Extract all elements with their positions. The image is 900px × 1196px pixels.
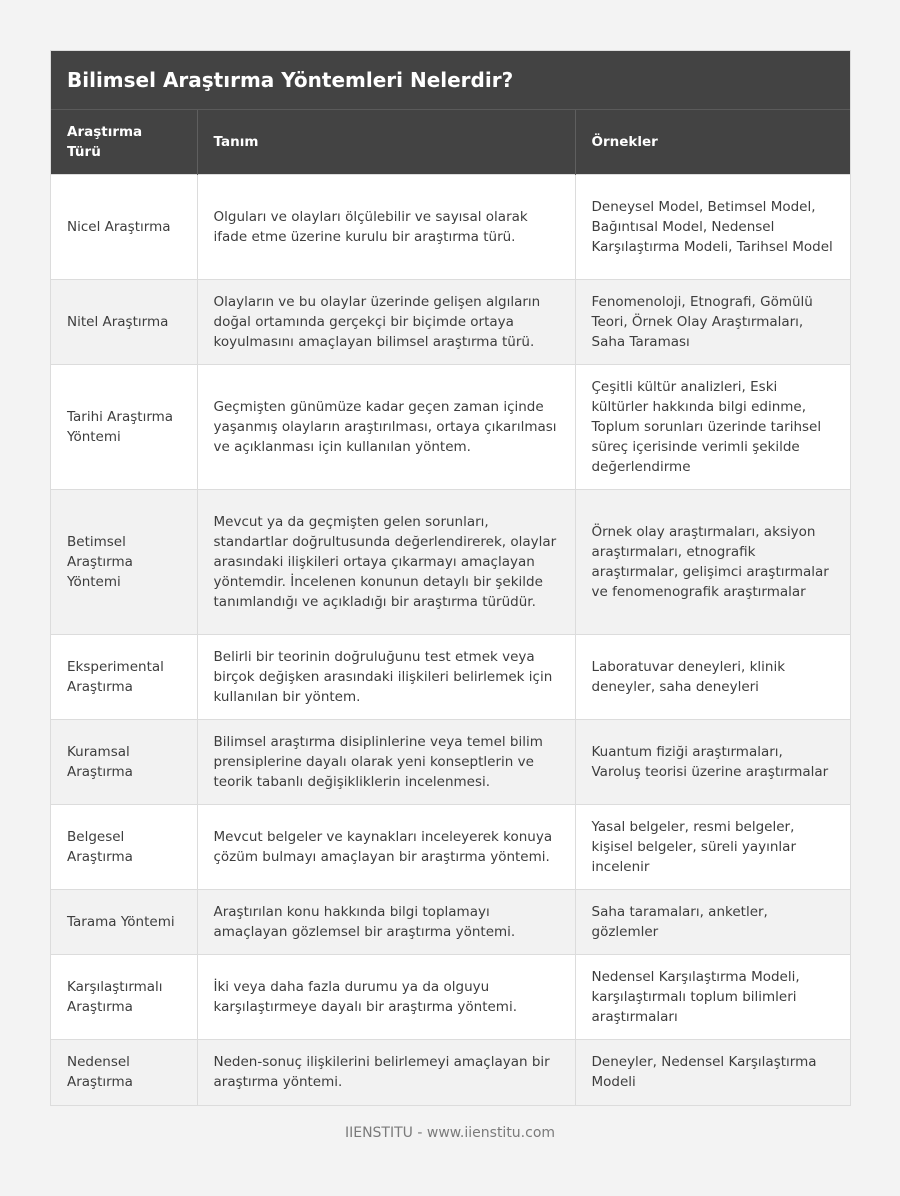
cell-type: Nitel Araştırma xyxy=(51,280,197,365)
methods-table xyxy=(51,110,850,1105)
cell-type: Nedensel Araştırma xyxy=(51,1040,197,1105)
table-row xyxy=(51,635,850,720)
page-title: Bilimsel Araştırma Yöntemleri Nelerdir? xyxy=(51,51,850,110)
cell-definition: Belirli bir teorinin doğruluğunu test etmek veya birçok değişken arasındaki ilişkileri belirlemek için kullanılan bir yöntem. xyxy=(197,635,575,720)
cell-examples: Nedensel Karşılaştırma Modeli, karşılaştırmalı toplum bilimleri araştırmaları xyxy=(575,955,850,1040)
cell-examples: Örnek olay araştırmaları, aksiyon araştırmaları, etnografik araştırmalar, gelişimci araştırmalar ve fenomenografik araştırmalar xyxy=(575,490,850,635)
header-examples: Örnekler xyxy=(575,110,850,175)
cell-examples: Fenomenoloji, Etnografi, Gömülü Teori, Örnek Olay Araştırmaları, Saha Taraması xyxy=(575,280,850,365)
cell-type: Tarihi Araştırma Yöntemi xyxy=(51,365,197,490)
table-card xyxy=(50,50,851,1106)
cell-examples: Kuantum fiziği araştırmaları, Varoluş teorisi üzerine araştırmalar xyxy=(575,720,850,805)
cell-definition: Mevcut belgeler ve kaynakları inceleyerek konuya çözüm bulmayı amaçlayan bir araştırma yöntemi. xyxy=(197,805,575,890)
cell-definition: Olguları ve olayları ölçülebilir ve sayısal olarak ifade etme üzerine kurulu bir araştırma türü. xyxy=(197,175,575,280)
cell-definition: İki veya daha fazla durumu ya da olguyu karşılaştırmeye dayalı bir araştırma yöntemi. xyxy=(197,955,575,1040)
cell-type: Tarama Yöntemi xyxy=(51,890,197,955)
cell-definition: Neden-sonuç ilişkilerini belirlemeyi amaçlayan bir araştırma yöntemi. xyxy=(197,1040,575,1105)
cell-type: Nicel Araştırma xyxy=(51,175,197,280)
cell-examples: Deneysel Model, Betimsel Model, Bağıntısal Model, Nedensel Karşılaştırma Modeli, Tarihsel Model xyxy=(575,175,850,280)
table-row xyxy=(51,1040,850,1105)
cell-type: Eksperimental Araştırma xyxy=(51,635,197,720)
cell-type: Karşılaştırmalı Araştırma xyxy=(51,955,197,1040)
table-row xyxy=(51,955,850,1040)
cell-type: Betimsel Araştırma Yöntemi xyxy=(51,490,197,635)
cell-definition: Bilimsel araştırma disiplinlerine veya temel bilim prensiplerine dayalı olarak yeni konseptlerin ve teorik tabanlı değişikliklerin incelenmesi. xyxy=(197,720,575,805)
table-row xyxy=(51,175,850,280)
cell-type: Kuramsal Araştırma xyxy=(51,720,197,805)
table-row xyxy=(51,365,850,490)
table-row xyxy=(51,890,850,955)
header-definition: Tanım xyxy=(197,110,575,175)
cell-definition: Araştırılan konu hakkında bilgi toplamayı amaçlayan gözlemsel bir araştırma yöntemi. xyxy=(197,890,575,955)
cell-examples: Çeşitli kültür analizleri, Eski kültürler hakkında bilgi edinme, Toplum sorunları üzerinde tarihsel süreç içerisinde verimli şekilde değerlendirme xyxy=(575,365,850,490)
cell-examples: Saha taramaları, anketler, gözlemler xyxy=(575,890,850,955)
cell-definition: Geçmişten günümüze kadar geçen zaman içinde yaşanmış olayların araştırılması, ortaya çıkarılması ve açıklanması için kullanılan yöntem. xyxy=(197,365,575,490)
table-row xyxy=(51,805,850,890)
table-row xyxy=(51,720,850,805)
cell-examples: Yasal belgeler, resmi belgeler, kişisel belgeler, süreli yayınlar incelenir xyxy=(575,805,850,890)
footer-credit: IIENSTITU - www.iienstitu.com xyxy=(344,1125,556,1141)
table-row xyxy=(51,490,850,635)
header-row xyxy=(51,110,850,175)
table-row xyxy=(51,280,850,365)
cell-type: Belgesel Araştırma xyxy=(51,805,197,890)
header-type: Araştırma Türü xyxy=(51,110,197,175)
cell-definition: Olayların ve bu olaylar üzerinde gelişen algıların doğal ortamında gerçekçi bir biçimde ortaya koyulmasını amaçlayan bilimsel araştırma türü. xyxy=(197,280,575,365)
cell-definition: Mevcut ya da geçmişten gelen sorunları, standartlar doğrultusunda değerlendirerek, olaylar arasındaki ilişkileri ortaya çıkarmayı amaçlayan yöntemdir. İncelenen konunun detaylı bir şekilde tanımlandığı ve açıkladığı bir araştırma türüdür. xyxy=(197,490,575,635)
cell-examples: Deneyler, Nedensel Karşılaştırma Modeli xyxy=(575,1040,850,1105)
cell-examples: Laboratuvar deneyleri, klinik deneyler, saha deneyleri xyxy=(575,635,850,720)
